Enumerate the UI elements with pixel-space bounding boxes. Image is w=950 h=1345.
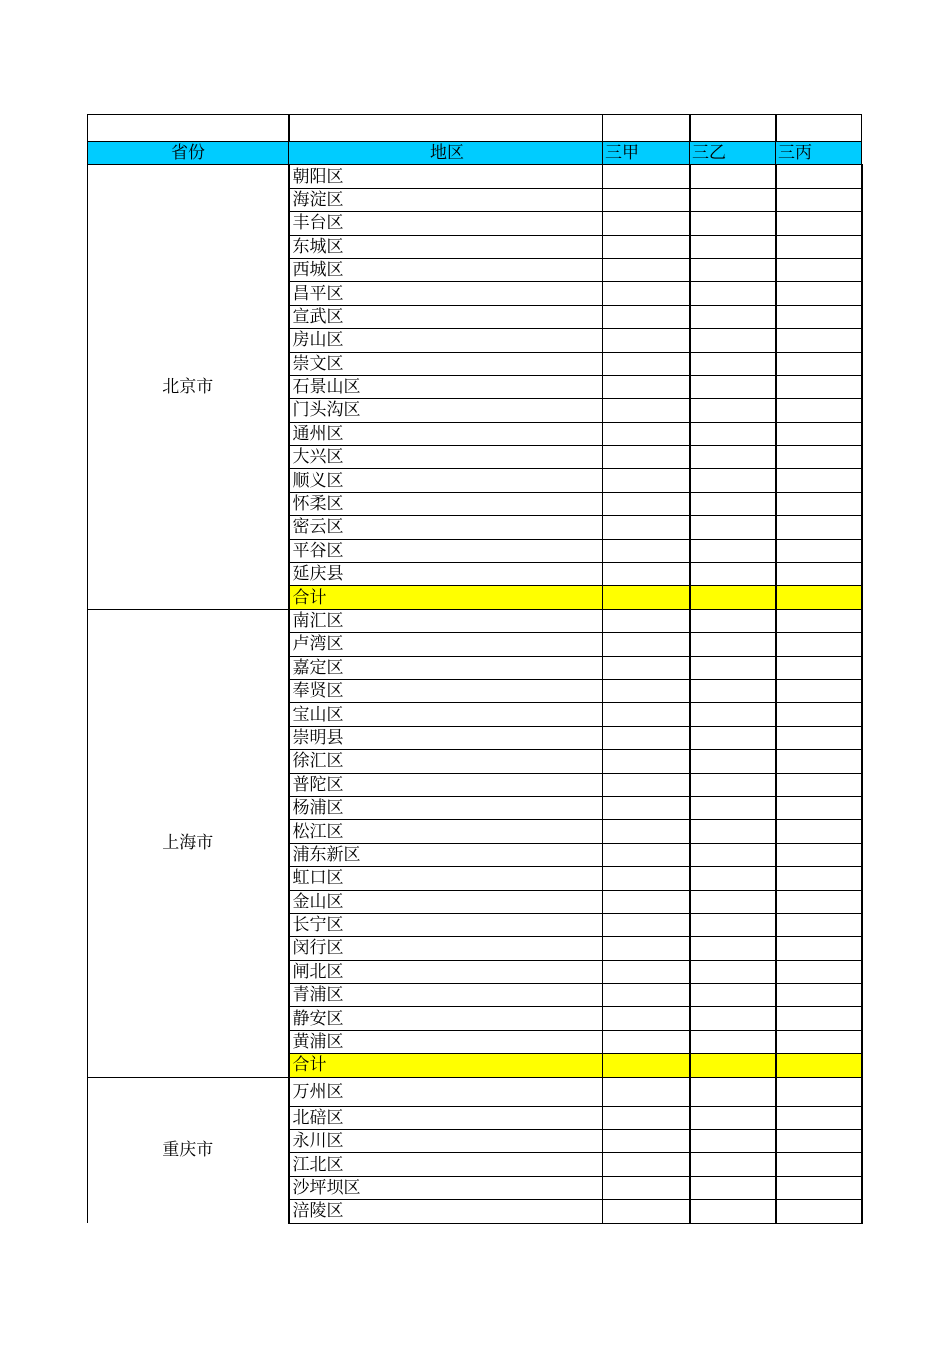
district-cell: 卢湾区 xyxy=(289,633,603,656)
grade-cell-b xyxy=(690,960,776,983)
grade-cell-b xyxy=(690,843,776,866)
grade-cell-c xyxy=(776,188,862,211)
grade-cell-c xyxy=(776,1200,862,1223)
district-cell: 宝山区 xyxy=(289,703,603,726)
district-cell: 奉贤区 xyxy=(289,679,603,702)
grade-cell-a xyxy=(603,656,690,679)
grade-cell-a xyxy=(603,820,690,843)
grade-cell-a xyxy=(603,679,690,702)
grade-cell-c xyxy=(776,563,862,586)
grade-cell-c xyxy=(776,586,862,609)
district-cell: 青浦区 xyxy=(289,984,603,1007)
grade-cell-b xyxy=(690,492,776,515)
district-cell: 西城区 xyxy=(289,258,603,281)
grade-cell-a xyxy=(603,796,690,819)
grade-cell-c xyxy=(776,679,862,702)
grade-cell-a xyxy=(603,960,690,983)
grade-cell-c xyxy=(776,399,862,422)
grade-cell-c xyxy=(776,843,862,866)
province-cell: 北京市 xyxy=(88,165,289,609)
grade-cell-b xyxy=(690,305,776,328)
grade-cell-c xyxy=(776,703,862,726)
grade-cell-a xyxy=(603,1176,690,1199)
grade-cell-b xyxy=(690,656,776,679)
district-cell: 普陀区 xyxy=(289,773,603,796)
grade-cell-c xyxy=(776,422,862,445)
grade-cell-b xyxy=(690,516,776,539)
district-cell: 长宁区 xyxy=(289,913,603,936)
grade-cell-b xyxy=(690,1176,776,1199)
grade-cell-c xyxy=(776,960,862,983)
grade-cell-c xyxy=(776,282,862,305)
grade-cell-b xyxy=(690,352,776,375)
district-cell: 石景山区 xyxy=(289,375,603,398)
grade-cell-b xyxy=(690,984,776,1007)
blank-row xyxy=(88,115,862,142)
district-cell: 闸北区 xyxy=(289,960,603,983)
district-cell: 闵行区 xyxy=(289,937,603,960)
grade-cell-a xyxy=(603,773,690,796)
grade-cell-a xyxy=(603,282,690,305)
grade-cell-b xyxy=(690,422,776,445)
district-cell: 大兴区 xyxy=(289,446,603,469)
grade-cell-b xyxy=(690,258,776,281)
grade-cell-c xyxy=(776,492,862,515)
grade-cell-c xyxy=(776,867,862,890)
grade-cell-a xyxy=(603,165,690,188)
grade-cell-b xyxy=(690,913,776,936)
grade-cell-c xyxy=(776,469,862,492)
grade-cell-a xyxy=(603,984,690,1007)
grade-cell-a xyxy=(603,352,690,375)
district-cell: 南汇区 xyxy=(289,609,603,632)
district-cell: 平谷区 xyxy=(289,539,603,562)
grade-cell-b xyxy=(690,329,776,352)
grade-cell-a xyxy=(603,726,690,749)
grade-cell-c xyxy=(776,165,862,188)
grade-cell-b xyxy=(690,796,776,819)
district-cell: 东城区 xyxy=(289,235,603,258)
grade-cell-c xyxy=(776,1077,862,1106)
header-grade-b: 三乙 xyxy=(690,142,776,165)
grade-cell-b xyxy=(690,375,776,398)
grade-cell-a xyxy=(603,539,690,562)
blank-cell xyxy=(690,115,776,142)
grade-cell-c xyxy=(776,235,862,258)
grade-cell-b xyxy=(690,633,776,656)
grade-cell-b xyxy=(690,609,776,632)
grade-cell-c xyxy=(776,305,862,328)
grade-cell-c xyxy=(776,329,862,352)
grade-cell-c xyxy=(776,937,862,960)
grade-cell-b xyxy=(690,890,776,913)
grade-cell-b xyxy=(690,867,776,890)
grade-cell-a xyxy=(603,329,690,352)
grade-cell-b xyxy=(690,469,776,492)
grade-cell-a xyxy=(603,446,690,469)
grade-cell-b xyxy=(690,750,776,773)
province-cell: 上海市 xyxy=(88,609,289,1077)
grade-cell-b xyxy=(690,773,776,796)
blank-cell xyxy=(603,115,690,142)
grade-cell-a xyxy=(603,305,690,328)
header-region: 地区 xyxy=(289,142,603,165)
district-row xyxy=(88,609,862,632)
district-cell: 江北区 xyxy=(289,1153,603,1176)
district-table xyxy=(87,114,863,1224)
grade-cell-b xyxy=(690,679,776,702)
grade-cell-c xyxy=(776,212,862,235)
grade-cell-a xyxy=(603,212,690,235)
grade-cell-a xyxy=(603,469,690,492)
grade-cell-b xyxy=(690,563,776,586)
district-cell: 朝阳区 xyxy=(289,165,603,188)
grade-cell-a xyxy=(603,188,690,211)
grade-cell-c xyxy=(776,984,862,1007)
grade-cell-c xyxy=(776,352,862,375)
district-cell: 门头沟区 xyxy=(289,399,603,422)
header-row xyxy=(88,142,862,165)
district-cell: 浦东新区 xyxy=(289,843,603,866)
grade-cell-a xyxy=(603,843,690,866)
district-cell: 北碚区 xyxy=(289,1106,603,1129)
grade-cell-b xyxy=(690,1054,776,1077)
grade-cell-b xyxy=(690,399,776,422)
grade-cell-a xyxy=(603,563,690,586)
grade-cell-c xyxy=(776,1030,862,1053)
grade-cell-c xyxy=(776,750,862,773)
district-row xyxy=(88,1077,862,1106)
district-cell: 万州区 xyxy=(289,1077,603,1106)
blank-cell xyxy=(88,115,289,142)
grade-cell-a xyxy=(603,516,690,539)
grade-cell-a xyxy=(603,703,690,726)
district-cell: 房山区 xyxy=(289,329,603,352)
grade-cell-a xyxy=(603,937,690,960)
grade-cell-c xyxy=(776,726,862,749)
grade-cell-c xyxy=(776,656,862,679)
grade-cell-b xyxy=(690,820,776,843)
district-cell: 涪陵区 xyxy=(289,1200,603,1223)
district-cell: 昌平区 xyxy=(289,282,603,305)
grade-cell-a xyxy=(603,1153,690,1176)
grade-cell-b xyxy=(690,1106,776,1129)
grade-cell-a xyxy=(603,235,690,258)
district-cell: 金山区 xyxy=(289,890,603,913)
grade-cell-a xyxy=(603,586,690,609)
total-label-cell: 合计 xyxy=(289,586,603,609)
grade-cell-b xyxy=(690,1130,776,1153)
district-cell: 虹口区 xyxy=(289,867,603,890)
grade-cell-c xyxy=(776,1176,862,1199)
district-cell: 崇文区 xyxy=(289,352,603,375)
header-province: 省份 xyxy=(88,142,289,165)
grade-cell-b xyxy=(690,1153,776,1176)
grade-cell-b xyxy=(690,165,776,188)
district-cell: 沙坪坝区 xyxy=(289,1176,603,1199)
grade-cell-b xyxy=(690,1007,776,1030)
header-grade-c: 三丙 xyxy=(776,142,862,165)
district-cell: 崇明县 xyxy=(289,726,603,749)
grade-cell-a xyxy=(603,422,690,445)
grade-cell-c xyxy=(776,1007,862,1030)
grade-cell-c xyxy=(776,820,862,843)
district-cell: 怀柔区 xyxy=(289,492,603,515)
district-cell: 永川区 xyxy=(289,1130,603,1153)
total-label-cell: 合计 xyxy=(289,1054,603,1077)
grade-cell-b xyxy=(690,937,776,960)
grade-cell-b xyxy=(690,586,776,609)
grade-cell-a xyxy=(603,399,690,422)
grade-cell-b xyxy=(690,188,776,211)
grade-cell-c xyxy=(776,890,862,913)
grade-cell-c xyxy=(776,375,862,398)
district-cell: 密云区 xyxy=(289,516,603,539)
grade-cell-a xyxy=(603,1054,690,1077)
district-cell: 宣武区 xyxy=(289,305,603,328)
grade-cell-b xyxy=(690,1077,776,1106)
district-cell: 杨浦区 xyxy=(289,796,603,819)
grade-cell-a xyxy=(603,1200,690,1223)
grade-cell-c xyxy=(776,1106,862,1129)
grade-cell-b xyxy=(690,282,776,305)
grade-cell-c xyxy=(776,633,862,656)
grade-cell-a xyxy=(603,750,690,773)
district-cell: 黄浦区 xyxy=(289,1030,603,1053)
province-cell: 重庆市 xyxy=(88,1077,289,1223)
grade-cell-c xyxy=(776,913,862,936)
district-cell: 顺义区 xyxy=(289,469,603,492)
grade-cell-a xyxy=(603,1130,690,1153)
grade-cell-c xyxy=(776,1153,862,1176)
grade-cell-c xyxy=(776,446,862,469)
grade-cell-a xyxy=(603,492,690,515)
grade-cell-c xyxy=(776,539,862,562)
district-cell: 通州区 xyxy=(289,422,603,445)
district-cell: 丰台区 xyxy=(289,212,603,235)
grade-cell-a xyxy=(603,1077,690,1106)
grade-cell-c xyxy=(776,258,862,281)
grade-cell-b xyxy=(690,446,776,469)
blank-cell xyxy=(289,115,603,142)
district-row xyxy=(88,165,862,188)
district-cell: 海淀区 xyxy=(289,188,603,211)
grade-cell-a xyxy=(603,1007,690,1030)
district-cell: 松江区 xyxy=(289,820,603,843)
grade-cell-c xyxy=(776,516,862,539)
grade-cell-c xyxy=(776,796,862,819)
district-cell: 嘉定区 xyxy=(289,656,603,679)
district-cell: 静安区 xyxy=(289,1007,603,1030)
grade-cell-c xyxy=(776,773,862,796)
district-cell: 徐汇区 xyxy=(289,750,603,773)
grade-cell-b xyxy=(690,235,776,258)
grade-cell-c xyxy=(776,609,862,632)
grade-cell-a xyxy=(603,1030,690,1053)
grade-cell-a xyxy=(603,258,690,281)
district-cell: 延庆县 xyxy=(289,563,603,586)
grade-cell-a xyxy=(603,890,690,913)
grade-cell-a xyxy=(603,913,690,936)
blank-cell xyxy=(776,115,862,142)
grade-cell-a xyxy=(603,375,690,398)
grade-cell-a xyxy=(603,633,690,656)
grade-cell-a xyxy=(603,1106,690,1129)
grade-cell-c xyxy=(776,1054,862,1077)
grade-cell-b xyxy=(690,212,776,235)
header-grade-a: 三甲 xyxy=(603,142,690,165)
grade-cell-a xyxy=(603,867,690,890)
grade-cell-c xyxy=(776,1130,862,1153)
grade-cell-b xyxy=(690,1030,776,1053)
grade-cell-b xyxy=(690,703,776,726)
grade-cell-b xyxy=(690,1200,776,1223)
grade-cell-b xyxy=(690,539,776,562)
grade-cell-b xyxy=(690,726,776,749)
grade-cell-a xyxy=(603,609,690,632)
